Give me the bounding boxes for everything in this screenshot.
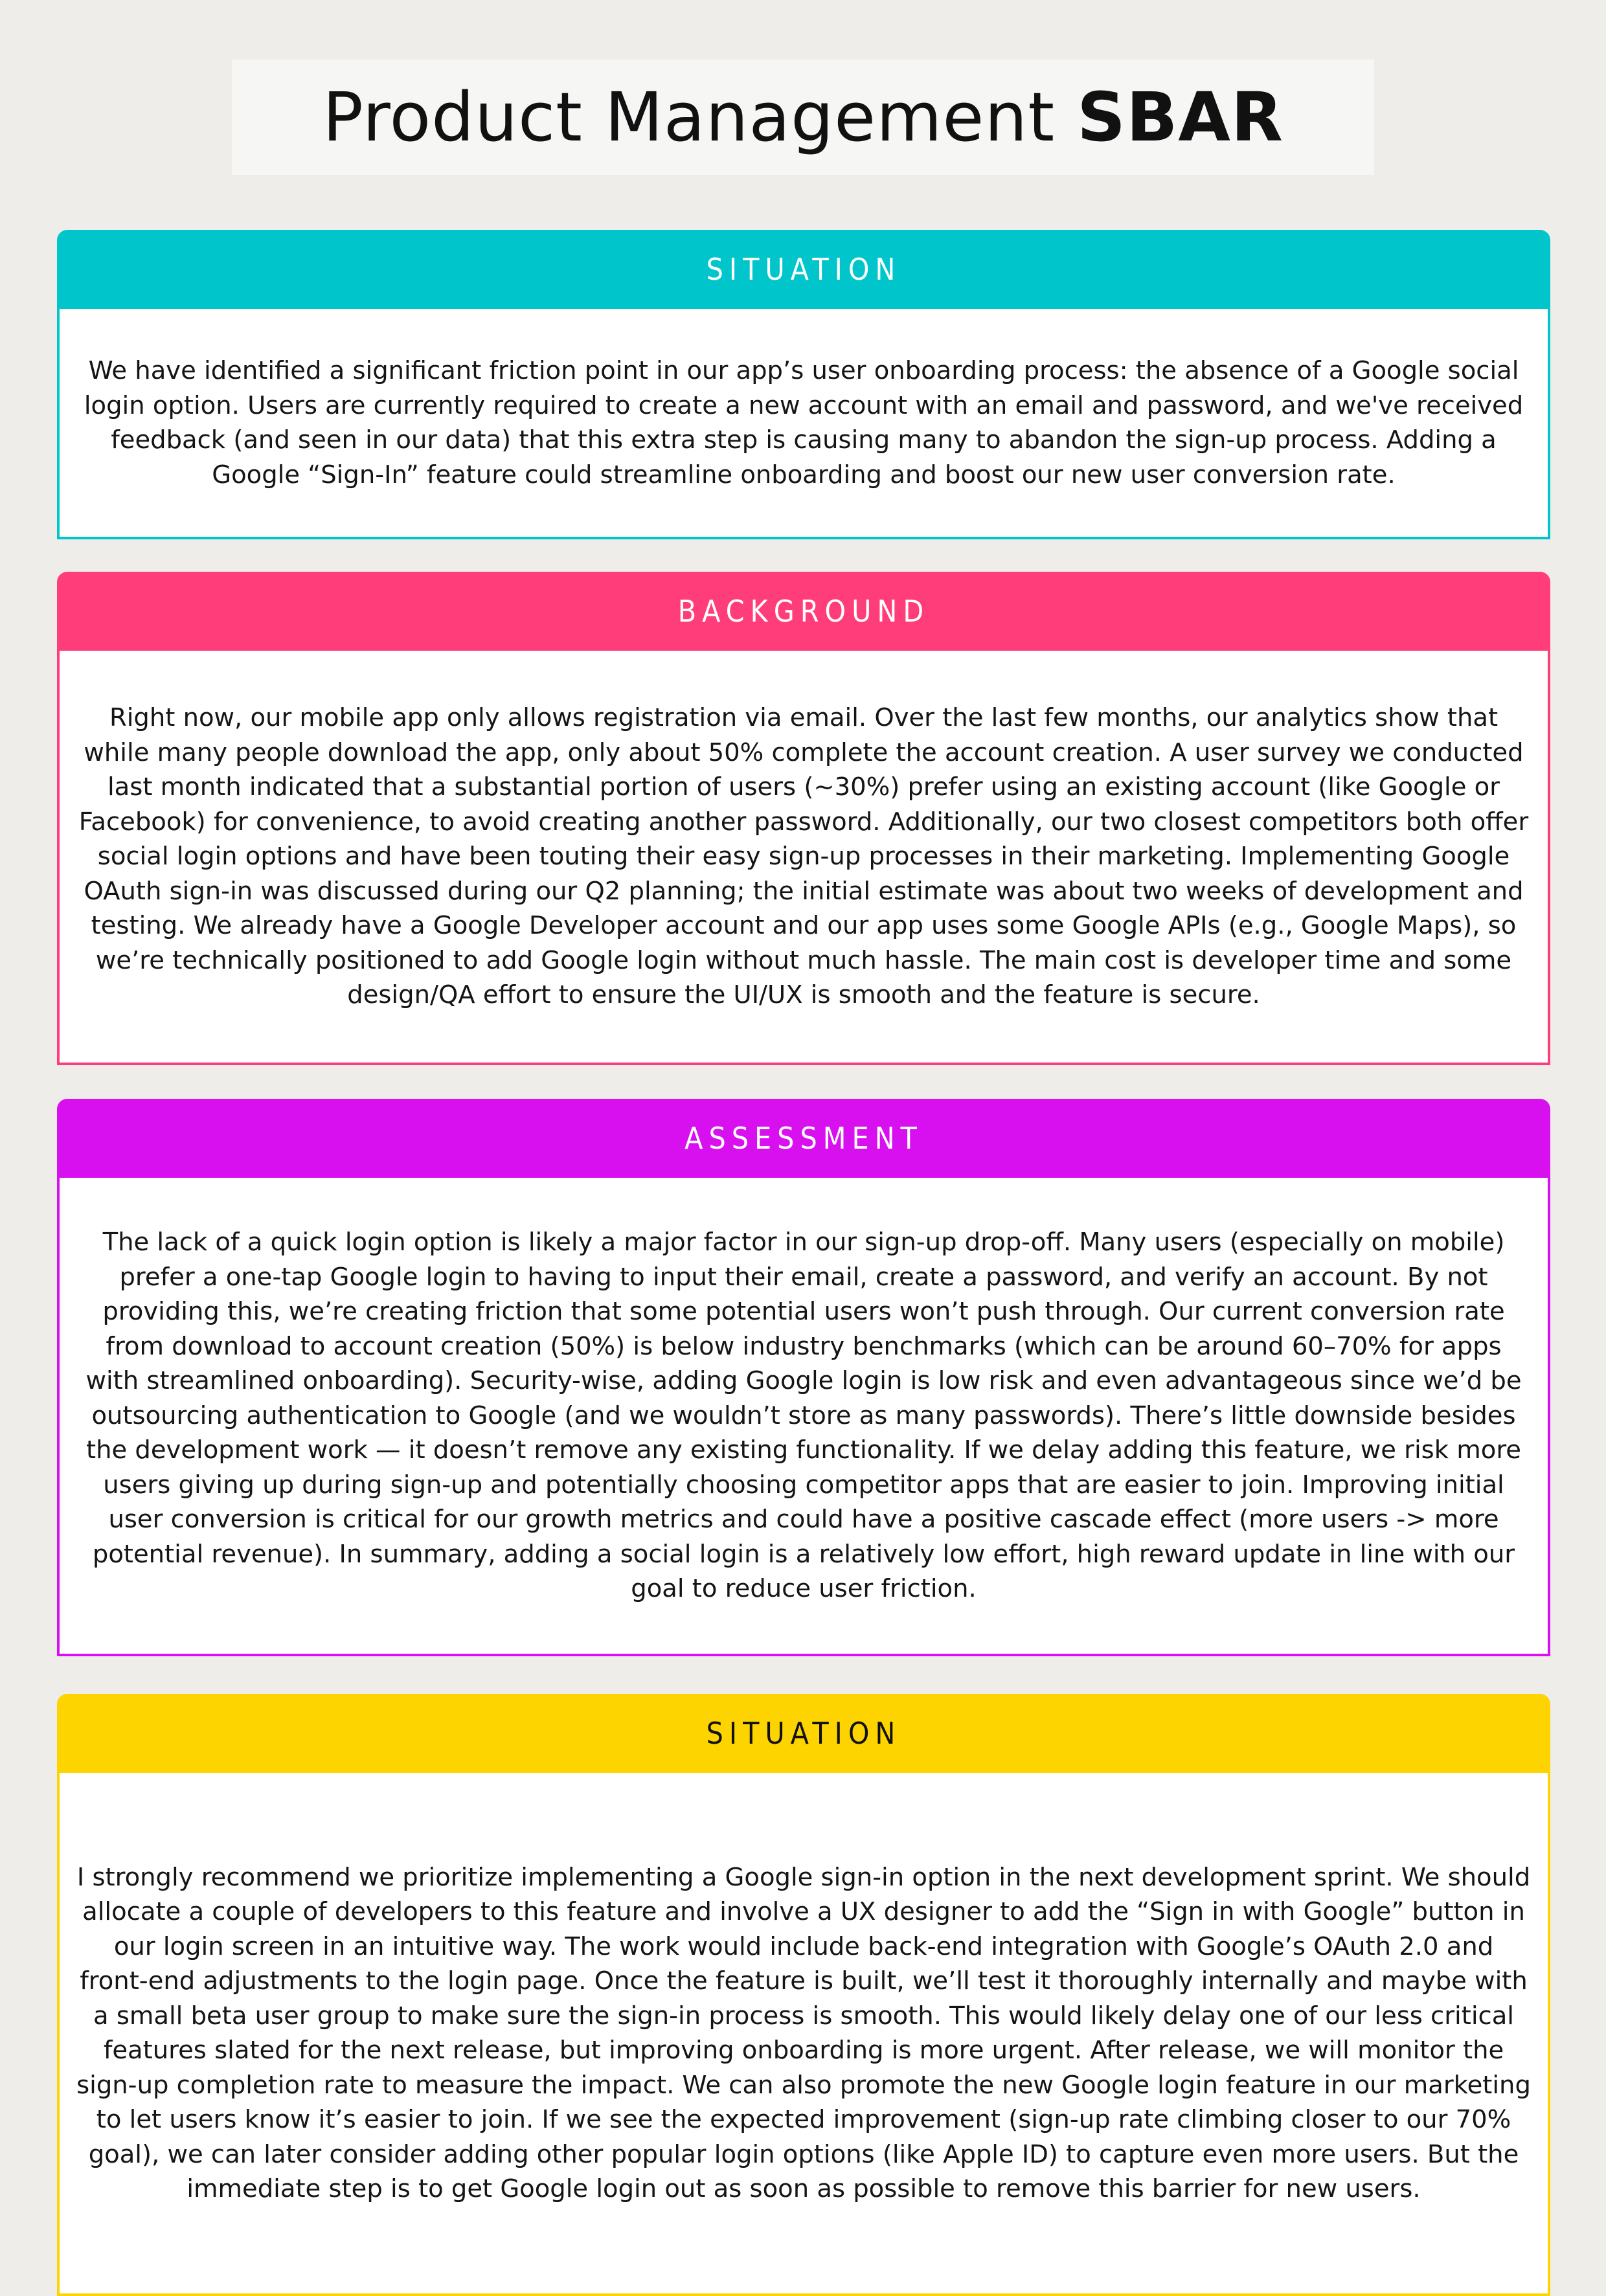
section-title: BACKGROUND	[677, 594, 930, 629]
section-assessment	[57, 1099, 1550, 1656]
section-title: SITUATION	[706, 252, 901, 287]
section-title: ASSESSMENT	[684, 1121, 923, 1156]
section-header	[57, 572, 1550, 651]
section-text: Right now, our mobile app only allows registration via email. Over the last few months, our analytics show that while many people download the app, only about 50% complete the account creation. A user survey we conducted last month indicated that a substantial portion of users (~30%) prefer using an existing account (like Google or Facebook) for convenience, to avoid creating another password. Additionally, our two closest competitors both offer social login options and have been touting their easy sign-up processes in their marketing. Implementing Google OAuth sign-in was discussed during our Q2 planning; the initial estimate was about two weeks of development and testing. We already have a Google Developer account and our app uses some Google APIs (e.g., Google Maps), so we’re technically positioned to add Google login without much hassle. The main cost is developer time and some design/QA effort to ensure the UI/UX is smooth and the feature is secure.	[78, 703, 1529, 1010]
document-title-bold: SBAR	[1077, 78, 1284, 157]
document-title-box	[232, 60, 1374, 175]
section-body	[57, 1178, 1550, 1656]
section-background	[57, 572, 1550, 1065]
section-text: The lack of a quick login option is likely a major factor in our sign-up drop-off. Many users (especially on mobile) prefer a one-tap Google login to having to input their email, create a password, and verify an account. By not providing this, we’re creating friction that some potential users won’t push through. Our current conversion rate from download to account creation (50%) is below industry benchmarks (which can be around 60–70% for apps with streamlined onboarding). Security-wise, adding Google login is low risk and even advantageous since we’d be outsourcing authentication to Google (and we wouldn’t store as many passwords). There’s little downside besides the development work — it doesn’t remove any existing functionality. If we delay adding this feature, we risk more users giving up during sign-up and potentially choosing competitor apps that are easier to join. Improving initial user conversion is critical for our growth metrics and could have a positive cascade effect (more users -> more potential revenue). In summary, adding a social login is a relatively low effort, high reward update in line with our goal to reduce user friction.	[85, 1228, 1522, 1604]
section-header	[57, 230, 1550, 309]
section-header	[57, 1694, 1550, 1773]
document-title-regular: Product Management	[322, 78, 1078, 157]
document-title	[322, 78, 1284, 157]
section-text: I strongly recommend we prioritize implementing a Google sign-in option in the next development sprint. We should allocate a couple of developers to this feature and involve a UX designer to add the “Sign in with Google” button in our login screen in an intuitive way. The work would include back-end integration with Google’s OAuth 2.0 and front-end adjustments to the login page. Once the feature is built, we’ll test it thoroughly internally and maybe with a small beta user group to make sure the sign-in process is smooth. This would likely delay one of our less critical features slated for the next release, but improving onboarding is more urgent. After release, we will monitor the sign-up completion rate to measure the impact. We can also promote the new Google login feature in our marketing to let users know it’s easier to join. If we see the expected improvement (sign-up rate climbing closer to our 70% goal), we can later consider adding other popular login options (like Apple ID) to capture even more users. But the immediate step is to get Google login out as soon as possible to remove this barrier for new users.	[76, 1862, 1531, 2203]
section-body	[57, 309, 1550, 539]
section-text: We have identified a significant friction point in our app’s user onboarding process: the absence of a Google social login option. Users are currently required to create a new account with an email and password, and we've received feedback (and seen in our data) that this extra step is causing many to abandon the sign-up process. Adding a Google “Sign-In” feature could streamline onboarding and boost our new user conversion rate.	[84, 356, 1524, 490]
section-recommendation	[57, 1694, 1550, 2296]
section-title: SITUATION	[706, 1716, 901, 1751]
section-header	[57, 1099, 1550, 1178]
section-situation	[57, 230, 1550, 539]
section-body	[57, 1773, 1550, 2296]
section-body	[57, 651, 1550, 1065]
